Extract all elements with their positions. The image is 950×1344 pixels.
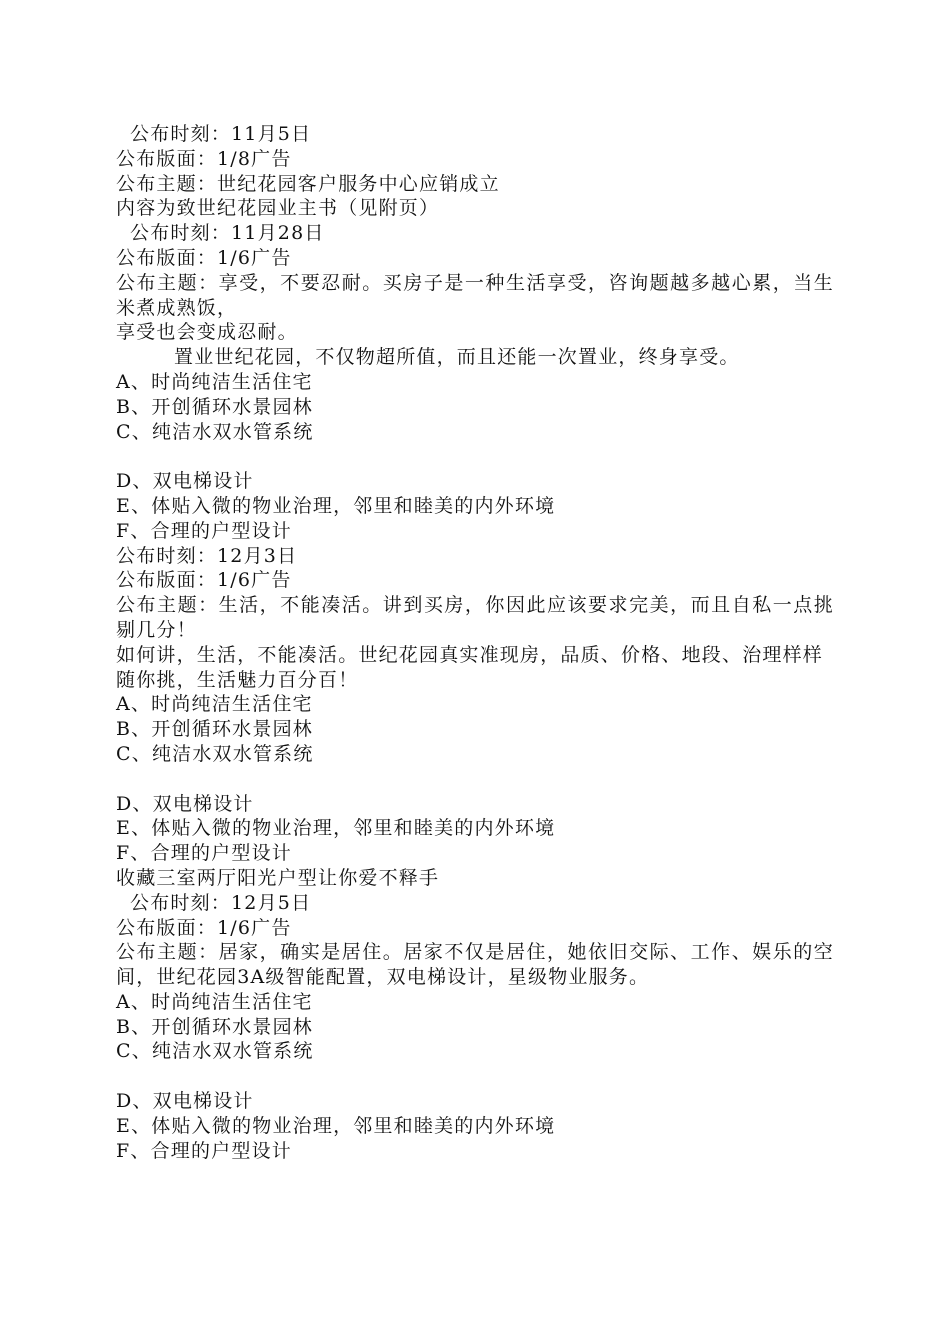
section-3-time: 公布时刻：12月3日 <box>116 544 298 567</box>
section-4-feature-d: D、双电梯设计 <box>116 1090 254 1113</box>
section-3-feature-f: F、合理的户型设计 <box>116 842 292 865</box>
section-3-theme: 公布主题：生活，不能凑活。讲到买房，你因此应该要求完美，而且自私一点挑剔几分！ <box>116 594 834 641</box>
section-3-body-continued: 随你挑，生活魅力百分百！ <box>116 668 359 691</box>
section-3-closing: 收藏三室两厅阳光户型让你爱不释手 <box>116 866 440 889</box>
blank-line <box>116 444 834 469</box>
section-2-layout: 公布版面：1/6广告 <box>116 246 292 269</box>
section-2-feature-a: A、时尚纯洁生活住宅 <box>116 370 313 393</box>
section-4-time: 公布时刻：12月5日 <box>130 891 312 914</box>
section-4-theme: 公布主题：居家，确实是居住。居家不仅是居住，她依旧交际、工作、娱乐的空间，世纪花园3A级智能配置，双电梯设计，星级物业服务。 <box>116 941 834 989</box>
section-3-feature-a: A、时尚纯洁生活住宅 <box>116 693 313 716</box>
section-2-feature-b: B、开创循环水景园林 <box>116 395 313 418</box>
section-1-time: 公布时刻：11月5日 <box>130 123 312 145</box>
section-2-feature-e: E、体贴入微的物业治理，邻里和睦美的内外环境 <box>116 494 556 517</box>
section-4-feature-b: B、开创循环水景园林 <box>116 1015 313 1038</box>
document-body <box>116 122 834 1163</box>
section-3-feature-c: C、纯洁水双水管系统 <box>116 742 314 765</box>
section-2-theme: 公布主题：享受，不要忍耐。买房子是一种生活享受，咨询题越多越心累，当生米煮成熟饭， <box>116 271 834 319</box>
blank-line <box>116 1064 834 1089</box>
section-1-layout: 公布版面：1/8广告 <box>116 147 292 170</box>
section-2-time: 公布时刻：11月28日 <box>130 222 325 245</box>
section-3-feature-b: B、开创循环水景园林 <box>116 718 313 741</box>
section-3-feature-e: E、体贴入微的物业治理，邻里和睦美的内外环境 <box>116 817 556 840</box>
section-4-feature-f: F、合理的户型设计 <box>116 1139 292 1162</box>
section-3-layout: 公布版面：1/6广告 <box>116 569 292 592</box>
section-2-feature-d: D、双电梯设计 <box>116 470 254 493</box>
section-4-feature-c: C、纯洁水双水管系统 <box>116 1040 314 1063</box>
section-4-layout: 公布版面：1/6广告 <box>116 916 292 939</box>
section-2-feature-c: C、纯洁水双水管系统 <box>116 420 314 443</box>
section-2-body: 置业世纪花园，不仅物超所值，而且还能一次置业，终身享受。 <box>174 346 740 369</box>
section-1-theme: 公布主题：世纪花园客户服务中心应销成立 <box>116 172 500 195</box>
section-2-feature-f: F、合理的户型设计 <box>116 519 292 542</box>
blank-line <box>116 767 834 792</box>
section-4-feature-a: A、时尚纯洁生活住宅 <box>116 990 313 1013</box>
section-1-content: 内容为致世纪花园业主书（见附页） <box>116 197 440 220</box>
section-3-body: 如何讲，生活，不能凑活。世纪花园真实准现房，品质、价格、地段、治理样样 <box>116 643 824 666</box>
section-3-feature-d: D、双电梯设计 <box>116 792 254 815</box>
section-2-theme-continued: 享受也会变成忍耐。 <box>116 321 298 344</box>
section-4-feature-e: E、体贴入微的物业治理，邻里和睦美的内外环境 <box>116 1114 556 1137</box>
